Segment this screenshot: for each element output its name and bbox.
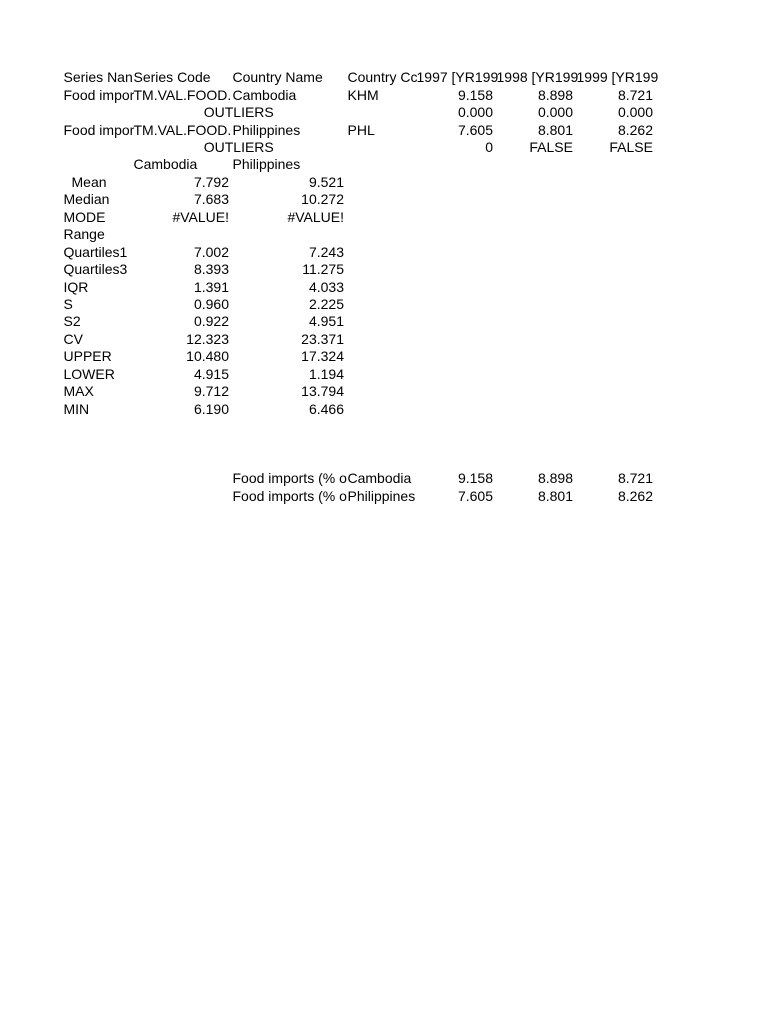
outlier-cell-1999: 0.000 xyxy=(617,104,653,121)
stats-value-philippines: #VALUE! xyxy=(287,208,344,225)
outliers-row-philippines xyxy=(62,139,655,156)
value-cell-1997: 7.605 xyxy=(457,121,493,138)
summary-series-name: Food imports (% o xyxy=(232,487,347,504)
summary-series-name: Food imports (% o xyxy=(232,470,347,487)
stats-label: Range xyxy=(63,226,105,243)
summary-row-philippines xyxy=(62,488,655,505)
value-cell-1998: 8.801 xyxy=(537,121,573,138)
stats-value-cambodia: 12.323 xyxy=(186,330,229,347)
stats-label: Quartiles1 xyxy=(63,243,128,260)
series-code-cell: TM.VAL.FOOD. xyxy=(133,86,232,103)
header-year-1998: 1998 [YR199 xyxy=(496,69,579,86)
outlier-cell-1999: FALSE xyxy=(609,139,653,156)
country-name-cell: Cambodia xyxy=(232,86,297,103)
series-code-cell: TM.VAL.FOOD. xyxy=(133,121,232,138)
stats-value-cambodia: 1.391 xyxy=(193,278,229,295)
stats-label: MIN xyxy=(63,400,90,417)
series-name-cell: Food impor xyxy=(63,121,135,138)
stats-value-cambodia: 7.002 xyxy=(193,243,229,260)
summary-row-cambodia xyxy=(62,470,655,487)
stats-label: UPPER xyxy=(63,348,112,365)
stats-label: S xyxy=(63,295,73,312)
summary-value-1999: 8.262 xyxy=(617,487,653,504)
stats-row-mean xyxy=(62,174,655,191)
stats-value-cambodia: 8.393 xyxy=(193,261,229,278)
stats-header-row xyxy=(62,156,655,173)
summary-value-1998: 8.801 xyxy=(537,487,573,504)
stats-row-min xyxy=(62,401,655,418)
empty-cell xyxy=(346,104,415,121)
stats-row-median xyxy=(62,191,655,208)
stats-label: Mean xyxy=(71,173,107,190)
stats-value-philippines: 4.951 xyxy=(308,313,344,330)
empty-cell xyxy=(62,104,132,121)
stats-label: CV xyxy=(63,330,83,347)
stats-label: S2 xyxy=(63,313,81,330)
empty-cell xyxy=(62,488,132,505)
value-cell-1997: 9.158 xyxy=(457,86,493,103)
summary-value-1997: 7.605 xyxy=(457,487,493,504)
stats-value-philippines: 2.225 xyxy=(308,295,344,312)
header-country-name: Country Name xyxy=(232,69,323,86)
empty-cell xyxy=(62,139,132,156)
stats-value-philippines: 10.272 xyxy=(301,191,344,208)
stats-row-s xyxy=(62,296,655,313)
stats-row-quartiles1 xyxy=(62,244,655,261)
stats-value-cambodia: 10.480 xyxy=(186,348,229,365)
country-code-cell: PHL xyxy=(347,121,375,138)
stats-row-range xyxy=(62,226,655,243)
blank-rows xyxy=(62,418,655,470)
stats-value-philippines: 7.243 xyxy=(308,243,344,260)
empty-cell xyxy=(132,488,231,505)
stats-value-philippines: 6.466 xyxy=(308,400,344,417)
stats-row-lower xyxy=(62,366,655,383)
stats-row-mode xyxy=(62,209,655,226)
stats-value-philippines: 9.521 xyxy=(308,173,344,190)
stats-country-header: Philippines xyxy=(232,156,301,173)
stats-value-cambodia: 4.915 xyxy=(193,365,229,382)
empty-cell xyxy=(62,156,132,173)
stats-label: Median xyxy=(63,191,110,208)
stats-row-iqr xyxy=(62,279,655,296)
series-row-philippines xyxy=(62,122,655,139)
header-year-1997: 1997 [YR199 xyxy=(416,69,499,86)
stats-label: Quartiles3 xyxy=(63,261,128,278)
summary-value-1997: 9.158 xyxy=(457,470,493,487)
stats-row-quartiles3 xyxy=(62,261,655,278)
empty-cell xyxy=(132,470,231,487)
outliers-label: OUTLIERS xyxy=(203,139,274,156)
series-name-cell: Food impor xyxy=(63,86,135,103)
stats-value-cambodia: 6.190 xyxy=(193,400,229,417)
header-year-1999: 1999 [YR199 xyxy=(576,69,659,86)
header-series-name: Series Nan xyxy=(63,69,133,86)
summary-country-name: Philippines xyxy=(347,487,416,504)
sheet-grid xyxy=(62,69,659,505)
value-cell-1999: 8.262 xyxy=(617,121,653,138)
stats-value-philippines: 11.275 xyxy=(302,261,344,278)
summary-country-name: Cambodia xyxy=(347,470,412,487)
stats-label: IQR xyxy=(63,278,89,295)
outlier-cell-1997: 0 xyxy=(485,139,493,156)
country-name-cell: Philippines xyxy=(232,121,301,138)
country-code-cell: KHM xyxy=(347,86,379,103)
summary-value-1999: 8.721 xyxy=(617,470,653,487)
empty-cell xyxy=(346,139,415,156)
series-row-cambodia xyxy=(62,87,655,104)
stats-row-s2 xyxy=(62,313,655,330)
header-series-code: Series Code xyxy=(133,69,211,86)
stats-value-cambodia: 0.960 xyxy=(193,295,229,312)
stats-value-cambodia: 9.712 xyxy=(193,383,229,400)
header-row xyxy=(62,69,659,86)
stats-value-cambodia: #VALUE! xyxy=(172,208,229,225)
outliers-row-cambodia xyxy=(62,104,655,121)
value-cell-1999: 8.721 xyxy=(617,86,653,103)
stats-value-philippines: 23.371 xyxy=(301,330,344,347)
stats-row-max xyxy=(62,383,655,400)
outliers-label: OUTLIERS xyxy=(203,104,274,121)
stats-value-philippines: 1.194 xyxy=(308,365,344,382)
value-cell-1998: 8.898 xyxy=(537,86,573,103)
stats-label: LOWER xyxy=(63,365,115,382)
stats-value-philippines: 4.033 xyxy=(308,278,344,295)
stats-row-upper xyxy=(62,348,655,365)
stats-value-cambodia: 7.792 xyxy=(193,173,229,190)
stats-country-header: Cambodia xyxy=(133,156,198,173)
outlier-cell-1997: 0.000 xyxy=(457,104,493,121)
stats-value-philippines: 17.324 xyxy=(301,348,344,365)
stats-value-cambodia: 0.922 xyxy=(193,313,229,330)
stats-label: MODE xyxy=(63,208,106,225)
stats-value-philippines: 13.794 xyxy=(301,383,344,400)
empty-cell xyxy=(62,470,132,487)
stats-value-cambodia: 7.683 xyxy=(193,191,229,208)
stats-label: MAX xyxy=(63,383,94,400)
outlier-cell-1998: FALSE xyxy=(529,139,573,156)
summary-value-1998: 8.898 xyxy=(537,470,573,487)
outlier-cell-1998: 0.000 xyxy=(537,104,573,121)
header-country-code: Country Cc xyxy=(347,69,418,86)
stats-row-cv xyxy=(62,331,655,348)
